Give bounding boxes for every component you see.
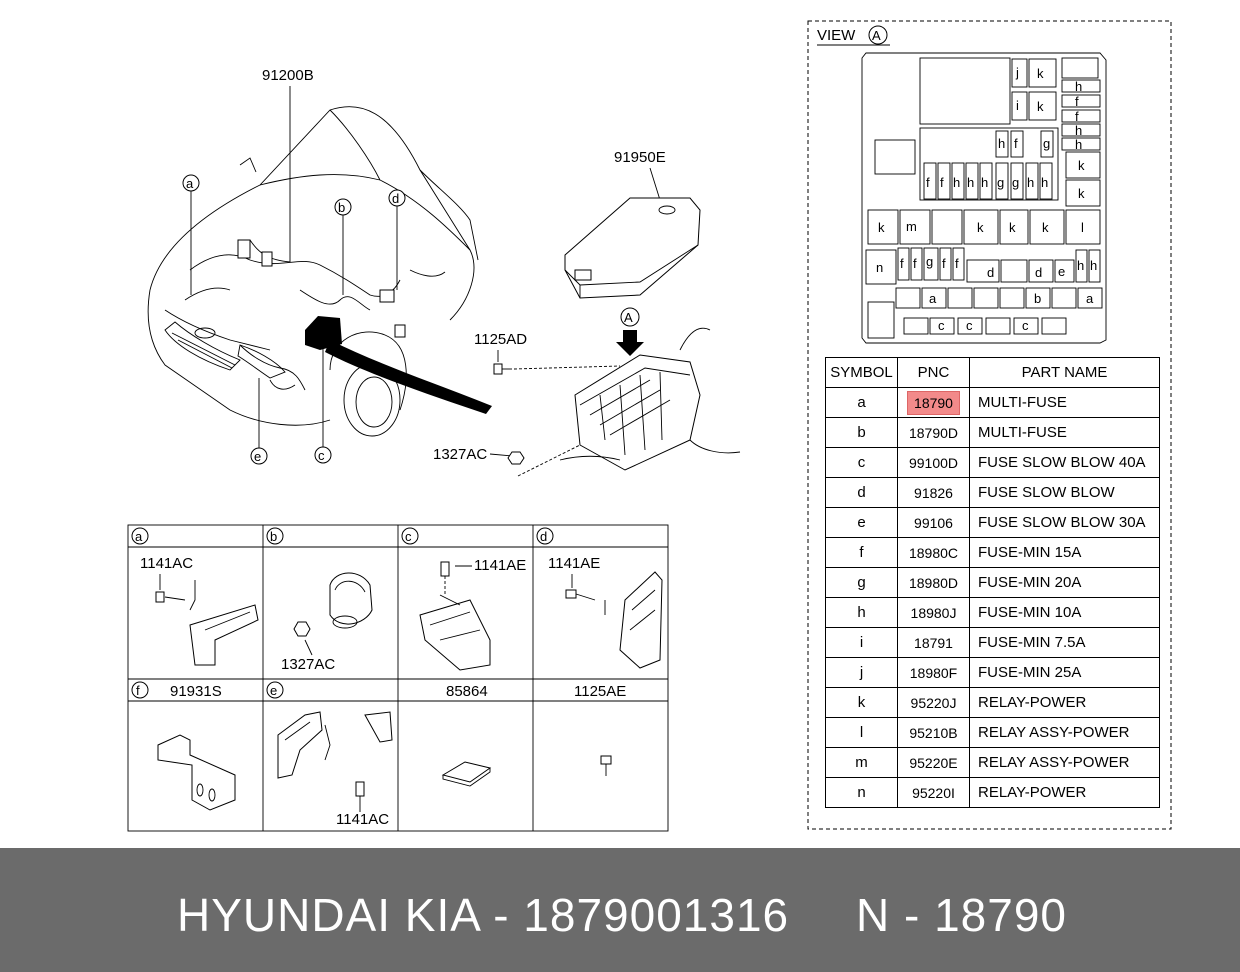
row-symbol: i (826, 628, 898, 658)
row-pnc: 18980F (898, 658, 970, 688)
svg-text:f: f (940, 175, 944, 190)
svg-text:g: g (926, 254, 934, 269)
row-part-name: FUSE SLOW BLOW 40A (970, 448, 1160, 478)
svg-text:g: g (997, 175, 1005, 190)
row-symbol: e (826, 508, 898, 538)
table-row (826, 688, 1160, 718)
svg-text:k: k (1078, 158, 1085, 173)
table-row (826, 778, 1160, 808)
svg-text:f: f (955, 256, 959, 271)
row-symbol: g (826, 568, 898, 598)
row-pnc: 91826 (898, 478, 970, 508)
row-part-name: FUSE-MIN 20A (970, 568, 1160, 598)
table-row (826, 478, 1160, 508)
view-title: VIEW (817, 27, 856, 44)
header-part-name: PART NAME (970, 358, 1160, 388)
svg-text:f: f (1075, 109, 1079, 124)
row-part-name: RELAY ASSY-POWER (970, 748, 1160, 778)
svg-text:c: c (405, 529, 412, 544)
row-symbol: l (826, 718, 898, 748)
table-row (826, 658, 1160, 688)
callout-b (335, 199, 351, 295)
row-pnc: 95220J (898, 688, 970, 718)
table-row (826, 718, 1160, 748)
callout-c (315, 345, 331, 463)
svg-text:h: h (1027, 175, 1035, 190)
svg-text:c: c (318, 448, 325, 463)
table-row (826, 418, 1160, 448)
row-part-name: MULTI-FUSE (970, 418, 1160, 448)
svg-text:f: f (1075, 94, 1079, 109)
row-symbol: k (826, 688, 898, 718)
svg-text:1141AE: 1141AE (548, 555, 601, 572)
view-arrow-a (616, 308, 644, 356)
row-symbol: d (826, 478, 898, 508)
svg-text:g: g (1043, 136, 1051, 151)
row-pnc: 18980J (898, 598, 970, 628)
svg-text:f: f (926, 175, 930, 190)
svg-text:l: l (1081, 220, 1084, 235)
svg-text:k: k (1009, 220, 1016, 235)
row-part-name: FUSE SLOW BLOW (970, 478, 1160, 508)
row-pnc: 99106 (898, 508, 970, 538)
table-row (826, 388, 1160, 418)
row-symbol: a (826, 388, 898, 418)
svg-text:d: d (540, 529, 548, 544)
svg-text:j: j (1016, 65, 1019, 80)
svg-text:k: k (878, 220, 885, 235)
row-pnc: 18980D (898, 568, 970, 598)
table-row (826, 748, 1160, 778)
row-pnc: 95220E (898, 748, 970, 778)
svg-text:h: h (1075, 79, 1083, 94)
svg-text:91931S: 91931S (170, 683, 222, 700)
row-symbol: j (826, 658, 898, 688)
detail-cell-b (267, 528, 372, 673)
svg-text:g: g (1012, 175, 1020, 190)
svg-text:d: d (392, 191, 400, 206)
svg-text:i: i (1016, 98, 1019, 113)
fuse-box-cover-drawing (565, 198, 700, 298)
svg-text:b: b (338, 200, 346, 215)
svg-text:c: c (938, 318, 945, 333)
row-pnc: 18980C (898, 538, 970, 568)
table-row (826, 538, 1160, 568)
svg-text:h: h (1090, 258, 1098, 273)
svg-text:h: h (1041, 175, 1049, 190)
svg-text:e: e (254, 449, 262, 464)
svg-text:c: c (1022, 318, 1029, 333)
table-row (826, 448, 1160, 478)
label-91950e: 91950E (614, 149, 666, 166)
pnc-highlight: 18790 (907, 391, 960, 415)
footer-part-number: HYUNDAI KIA - 1879001316 (177, 889, 790, 941)
svg-text:1141AC: 1141AC (336, 811, 390, 828)
row-symbol: h (826, 598, 898, 628)
row-pnc: 99100D (898, 448, 970, 478)
svg-text:e: e (1058, 264, 1066, 279)
row-symbol: m (826, 748, 898, 778)
svg-text:f: f (1014, 136, 1018, 151)
row-part-name: RELAY ASSY-POWER (970, 718, 1160, 748)
table-row (826, 598, 1160, 628)
detail-cell-e (267, 682, 392, 828)
svg-text:k: k (1078, 186, 1085, 201)
svg-text:n: n (876, 260, 884, 275)
svg-text:h: h (998, 136, 1006, 151)
detail-cell-d (537, 528, 662, 668)
svg-text:b: b (1034, 291, 1042, 306)
svg-text:f: f (900, 256, 904, 271)
row-part-name: MULTI-FUSE (970, 388, 1160, 418)
svg-text:f: f (136, 683, 140, 698)
svg-text:c: c (966, 318, 973, 333)
table-row (826, 568, 1160, 598)
row-symbol: n (826, 778, 898, 808)
row-part-name: FUSE SLOW BLOW 30A (970, 508, 1160, 538)
svg-text:k: k (977, 220, 984, 235)
row-part-name: RELAY-POWER (970, 778, 1160, 808)
svg-text:h: h (1075, 123, 1083, 138)
svg-text:e: e (270, 683, 278, 698)
svg-text:k: k (1037, 66, 1044, 81)
bolt-icon (494, 364, 512, 374)
callout-e (251, 378, 267, 464)
row-part-name: RELAY-POWER (970, 688, 1160, 718)
row-part-name: FUSE-MIN 15A (970, 538, 1160, 568)
svg-text:h: h (1075, 137, 1083, 152)
row-pnc: 95220I (898, 778, 970, 808)
svg-text:a: a (186, 176, 194, 191)
view-title-symbol: A (872, 28, 881, 43)
row-symbol: f (826, 538, 898, 568)
svg-text:A: A (624, 310, 633, 325)
detail-cell-a (132, 528, 258, 665)
row-part-name: FUSE-MIN 7.5A (970, 628, 1160, 658)
header-pnc: PNC (898, 358, 970, 388)
svg-text:h: h (981, 175, 989, 190)
fuse-box-body-drawing (560, 328, 740, 470)
parts-table (825, 357, 1160, 808)
svg-text:d: d (987, 265, 995, 280)
row-pnc: 95210B (898, 718, 970, 748)
svg-text:1141AC: 1141AC (140, 555, 194, 572)
detail-cell-85864 (443, 683, 490, 786)
svg-text:a: a (929, 291, 937, 306)
svg-text:b: b (270, 529, 278, 544)
row-pnc (898, 388, 970, 418)
svg-text:d: d (1035, 265, 1043, 280)
label-91200b: 91200B (262, 67, 314, 84)
row-symbol: b (826, 418, 898, 448)
label-1125ad: 1125AD (474, 331, 528, 348)
table-row (826, 508, 1160, 538)
detail-cell-c (402, 528, 526, 670)
svg-text:f: f (913, 256, 917, 271)
row-part-name: FUSE-MIN 25A (970, 658, 1160, 688)
svg-text:1141AE: 1141AE (474, 557, 527, 574)
car-engine-bay-drawing (148, 107, 492, 436)
label-1327ac: 1327AC (433, 446, 488, 463)
svg-text:1125AE: 1125AE (574, 683, 627, 700)
footer-pnc: N - 18790 (856, 889, 1068, 941)
row-symbol: c (826, 448, 898, 478)
row-pnc: 18790D (898, 418, 970, 448)
svg-text:m: m (906, 219, 917, 234)
nut-icon (508, 452, 524, 464)
svg-text:a: a (135, 529, 143, 544)
row-pnc: 18791 (898, 628, 970, 658)
svg-text:h: h (967, 175, 975, 190)
svg-text:f: f (942, 256, 946, 271)
header-symbol: SYMBOL (826, 358, 898, 388)
detail-cell-1125ae (574, 683, 626, 776)
row-part-name: FUSE-MIN 10A (970, 598, 1160, 628)
svg-text:a: a (1086, 291, 1094, 306)
svg-text:h: h (1077, 258, 1085, 273)
svg-text:1327AC: 1327AC (281, 656, 336, 673)
svg-text:h: h (953, 175, 961, 190)
svg-text:k: k (1037, 99, 1044, 114)
svg-text:k: k (1042, 220, 1049, 235)
svg-text:85864: 85864 (446, 683, 488, 700)
table-row (826, 628, 1160, 658)
callout-d (389, 190, 405, 290)
table-header-row (826, 358, 1160, 388)
